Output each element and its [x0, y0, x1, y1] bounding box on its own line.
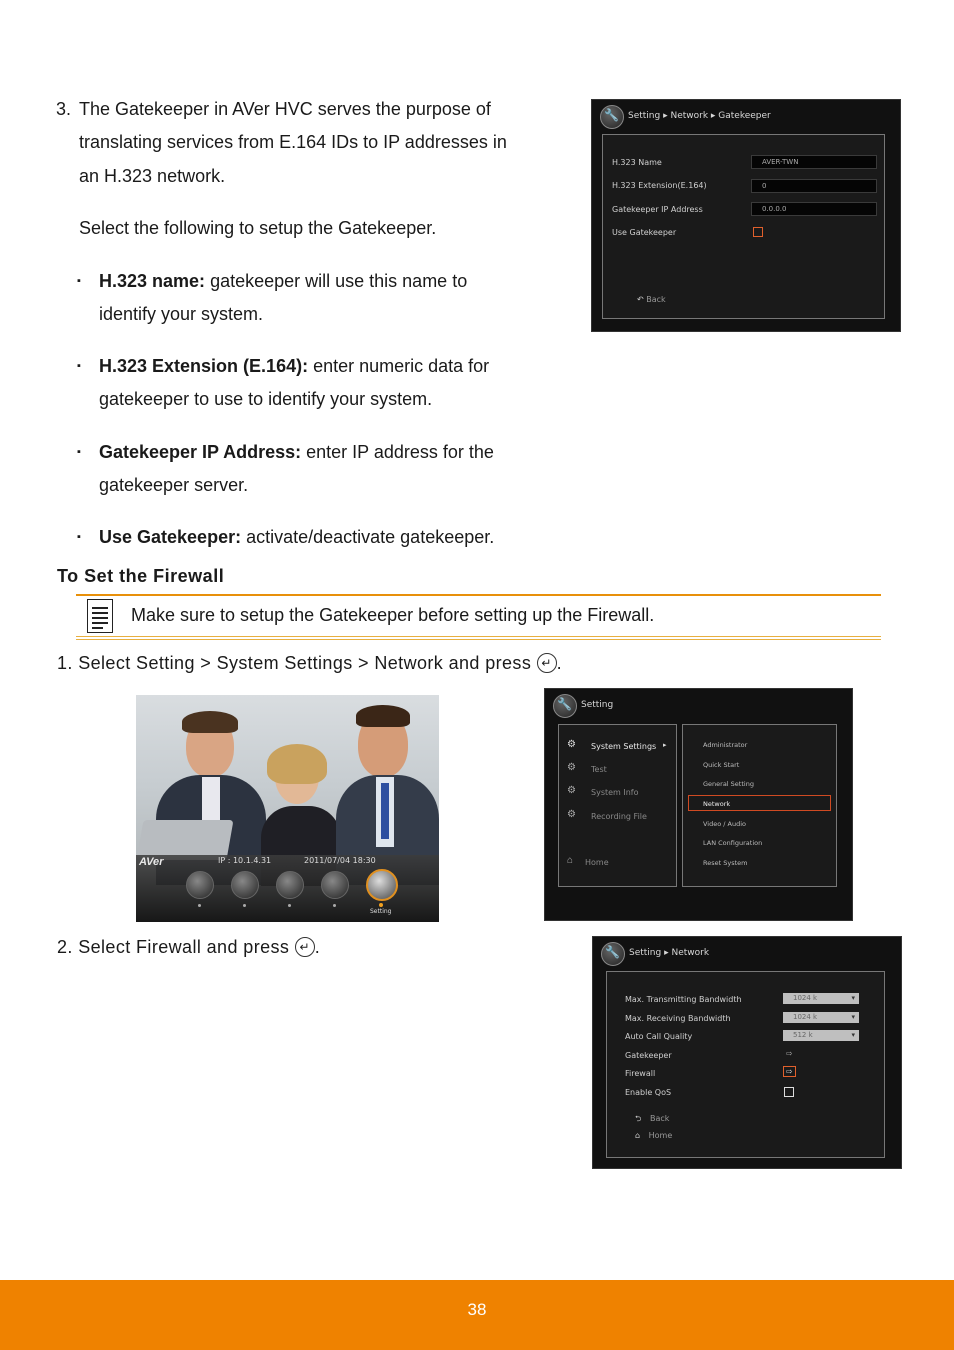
note-top-rule: [76, 594, 881, 596]
step1-label: 1. Select Setting > System Settings > Network and press: [57, 653, 532, 673]
h323-name-field[interactable]: AVER-TWN: [751, 155, 877, 169]
submenu-arrow-icon: ▸: [663, 741, 667, 749]
menu-quick-start[interactable]: Quick Start: [703, 761, 740, 769]
bullet-bold: H.323 name:: [99, 271, 206, 291]
ip-readout: IP : 10.1.4.31: [218, 856, 272, 865]
back-button[interactable]: [637, 295, 666, 304]
phonebook-icon[interactable]: [186, 871, 214, 899]
home-dock: [136, 855, 439, 922]
menu-administrator[interactable]: Administrator: [703, 741, 748, 749]
max-transmitting-bandwidth-select[interactable]: 1024 k ▾: [783, 993, 859, 1004]
note-text: Make sure to setup the Gatekeeper before setting up the Firewall.: [131, 605, 655, 625]
step1-text: [57, 653, 562, 674]
gatekeeper-screen: [591, 99, 901, 332]
note-bottom-rule-2: [76, 639, 881, 640]
bullet-bold: Gatekeeper IP Address:: [99, 442, 302, 462]
setting-left-menu: [558, 724, 677, 887]
bullet-use-gatekeeper: [77, 521, 539, 554]
setting-right-menu: [682, 724, 837, 887]
bullet-mark: ▪: [77, 275, 81, 287]
menu-video-audio[interactable]: Video / Audio: [703, 820, 747, 828]
max-receiving-bandwidth-select[interactable]: 1024 k ▾: [783, 1012, 859, 1023]
bullet-text: activate/deactivate gatekeeper.: [241, 527, 495, 547]
setting-label: Setting: [370, 908, 392, 915]
row-label: H.323 Extension(E.164): [612, 181, 707, 190]
home-screen: [136, 695, 439, 922]
person-right: [336, 705, 439, 875]
bullet-text: gatekeeper will use this name to: [205, 271, 468, 291]
menu-lan-configuration[interactable]: LAN Configuration: [703, 839, 763, 847]
test-icon: ⚙: [567, 762, 576, 773]
step3-line3: an H.323 network.: [79, 166, 226, 186]
menu-recording-file[interactable]: Recording File: [591, 812, 647, 821]
row-label: Max. Receiving Bandwidth: [625, 1014, 731, 1023]
gatekeeper-arrow-icon[interactable]: ⇨: [786, 1049, 793, 1058]
dialpad-icon[interactable]: [231, 871, 259, 899]
laptop: [136, 820, 233, 860]
wrench-icon: [553, 694, 577, 718]
menu-system-info[interactable]: System Info: [591, 788, 639, 797]
bullet-bold: Use Gatekeeper:: [99, 527, 242, 547]
dot: [288, 904, 291, 907]
page-number: 38: [467, 1300, 487, 1319]
bullet-text-cont: gatekeeper to use to identify your system.: [99, 389, 433, 409]
dot-active: [379, 903, 383, 907]
menu-test[interactable]: Test: [591, 765, 607, 774]
note-bottom-rule: [76, 636, 881, 637]
row-label: Gatekeeper IP Address: [612, 205, 703, 214]
breadcrumb: Setting: [581, 700, 614, 710]
back-label: Back: [646, 295, 666, 304]
system-info-icon: ⚙: [567, 785, 576, 796]
bullet-text-cont: identify your system.: [99, 304, 264, 324]
recording-file-icon: ⚙: [567, 809, 576, 820]
step2-text: [57, 937, 320, 958]
step3-line1: The Gatekeeper in AVer HVC serves the purpose of: [79, 99, 491, 119]
dot: [198, 904, 201, 907]
aver-logo: AVer: [139, 856, 164, 868]
menu-reset-system[interactable]: Reset System: [703, 859, 748, 867]
bullet-mark: ▪: [77, 446, 81, 458]
row-label: Auto Call Quality: [625, 1032, 693, 1041]
auto-call-quality-select[interactable]: 512 k ▾: [783, 1030, 859, 1041]
back-icon: ↶: [637, 295, 644, 304]
menu-general-setting[interactable]: General Setting: [703, 780, 754, 788]
note-icon: [87, 599, 113, 633]
gatekeeper-ip-field[interactable]: 0.0.0.0: [751, 202, 877, 216]
menu-network[interactable]: Network: [703, 800, 731, 808]
bullet-h323-extension: [77, 350, 539, 416]
call-icon[interactable]: [321, 871, 349, 899]
breadcrumb: Setting ▸ Network ▸ Gatekeeper: [628, 111, 771, 121]
menu-system-settings[interactable]: System Settings: [591, 742, 657, 751]
step2-label: 2. Select Firewall and press: [57, 937, 290, 957]
row-label: Use Gatekeeper: [612, 228, 677, 237]
row-label: H.323 Name: [612, 158, 662, 167]
enter-key-icon: ↵: [537, 653, 557, 673]
step1-end: .: [556, 653, 563, 673]
bullet-text: enter numeric data for: [308, 356, 490, 376]
home-button[interactable]: [635, 1131, 672, 1140]
row-label: Gatekeeper: [625, 1051, 672, 1060]
home-icon: ⌂: [635, 1131, 641, 1140]
setting-screen: [544, 688, 853, 921]
firewall-arrow-icon[interactable]: ⇨: [783, 1066, 796, 1077]
back-icon: ⮌: [635, 1114, 642, 1123]
network-panel: [606, 971, 885, 1158]
footer-bar: [0, 1280, 954, 1350]
back-button[interactable]: [635, 1113, 669, 1127]
bullet-text: enter IP address for the: [301, 442, 494, 462]
h323-extension-field[interactable]: 0: [751, 179, 877, 193]
use-gatekeeper-checkbox[interactable]: [753, 227, 763, 237]
enter-key-icon: ↵: [295, 937, 315, 957]
dot: [333, 904, 336, 907]
setting-icon[interactable]: [366, 869, 398, 901]
dot: [243, 904, 246, 907]
breadcrumb: Setting ▸ Network: [629, 948, 710, 958]
bullet-h323-name: [77, 265, 539, 331]
bullet-gatekeeper-ip: [77, 436, 539, 502]
home-icon: ⌂: [567, 855, 574, 866]
row-label: Enable QoS: [625, 1088, 672, 1097]
row-label: Firewall: [625, 1069, 656, 1078]
section-heading: To Set the Firewall: [57, 566, 225, 586]
bullet-text-cont: gatekeeper server.: [99, 475, 249, 495]
record-icon[interactable]: [276, 871, 304, 899]
menu-home[interactable]: Home: [585, 858, 609, 867]
datetime-readout: 2011/07/04 18:30: [304, 856, 376, 865]
bullet-bold: H.323 Extension (E.164):: [99, 356, 309, 376]
back-label: Back: [649, 1114, 670, 1123]
step3-line2: translating services from E.164 IDs to IP addresses in: [79, 132, 507, 152]
bullet-mark: ▪: [77, 360, 81, 372]
system-settings-icon: ⚙: [567, 739, 576, 750]
enable-qos-checkbox[interactable]: [784, 1087, 794, 1097]
row-label: Max. Transmitting Bandwidth: [625, 995, 742, 1004]
bullet-mark: ▪: [77, 531, 81, 543]
step3-select-text: Select the following to setup the Gatekeeper.: [79, 218, 437, 238]
home-label: Home: [648, 1131, 673, 1140]
step2-end: .: [314, 937, 321, 957]
step3-number: 3.: [56, 99, 72, 119]
wrench-icon: [601, 942, 625, 966]
wrench-icon: [600, 105, 624, 129]
gatekeeper-panel: [602, 134, 885, 319]
network-screen: [592, 936, 902, 1169]
